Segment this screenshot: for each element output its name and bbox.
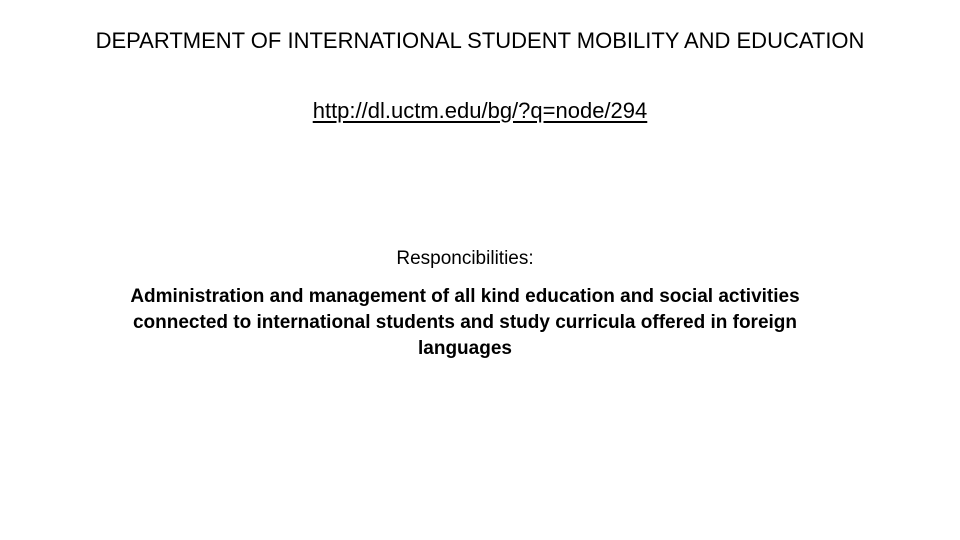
slide-title: DEPARTMENT OF INTERNATIONAL STUDENT MOBILITY AND EDUCATION bbox=[95, 28, 865, 53]
link-container bbox=[0, 98, 960, 124]
responsibilities-heading: Responcibilities: bbox=[396, 248, 534, 269]
department-url-link[interactable]: http://dl.uctm.edu/bg/?q=node/294 bbox=[312, 98, 648, 123]
responsibilities-text: Administration and management of all kind education and social activities connected to international students and study curricula offered in foreign languages bbox=[130, 286, 800, 359]
